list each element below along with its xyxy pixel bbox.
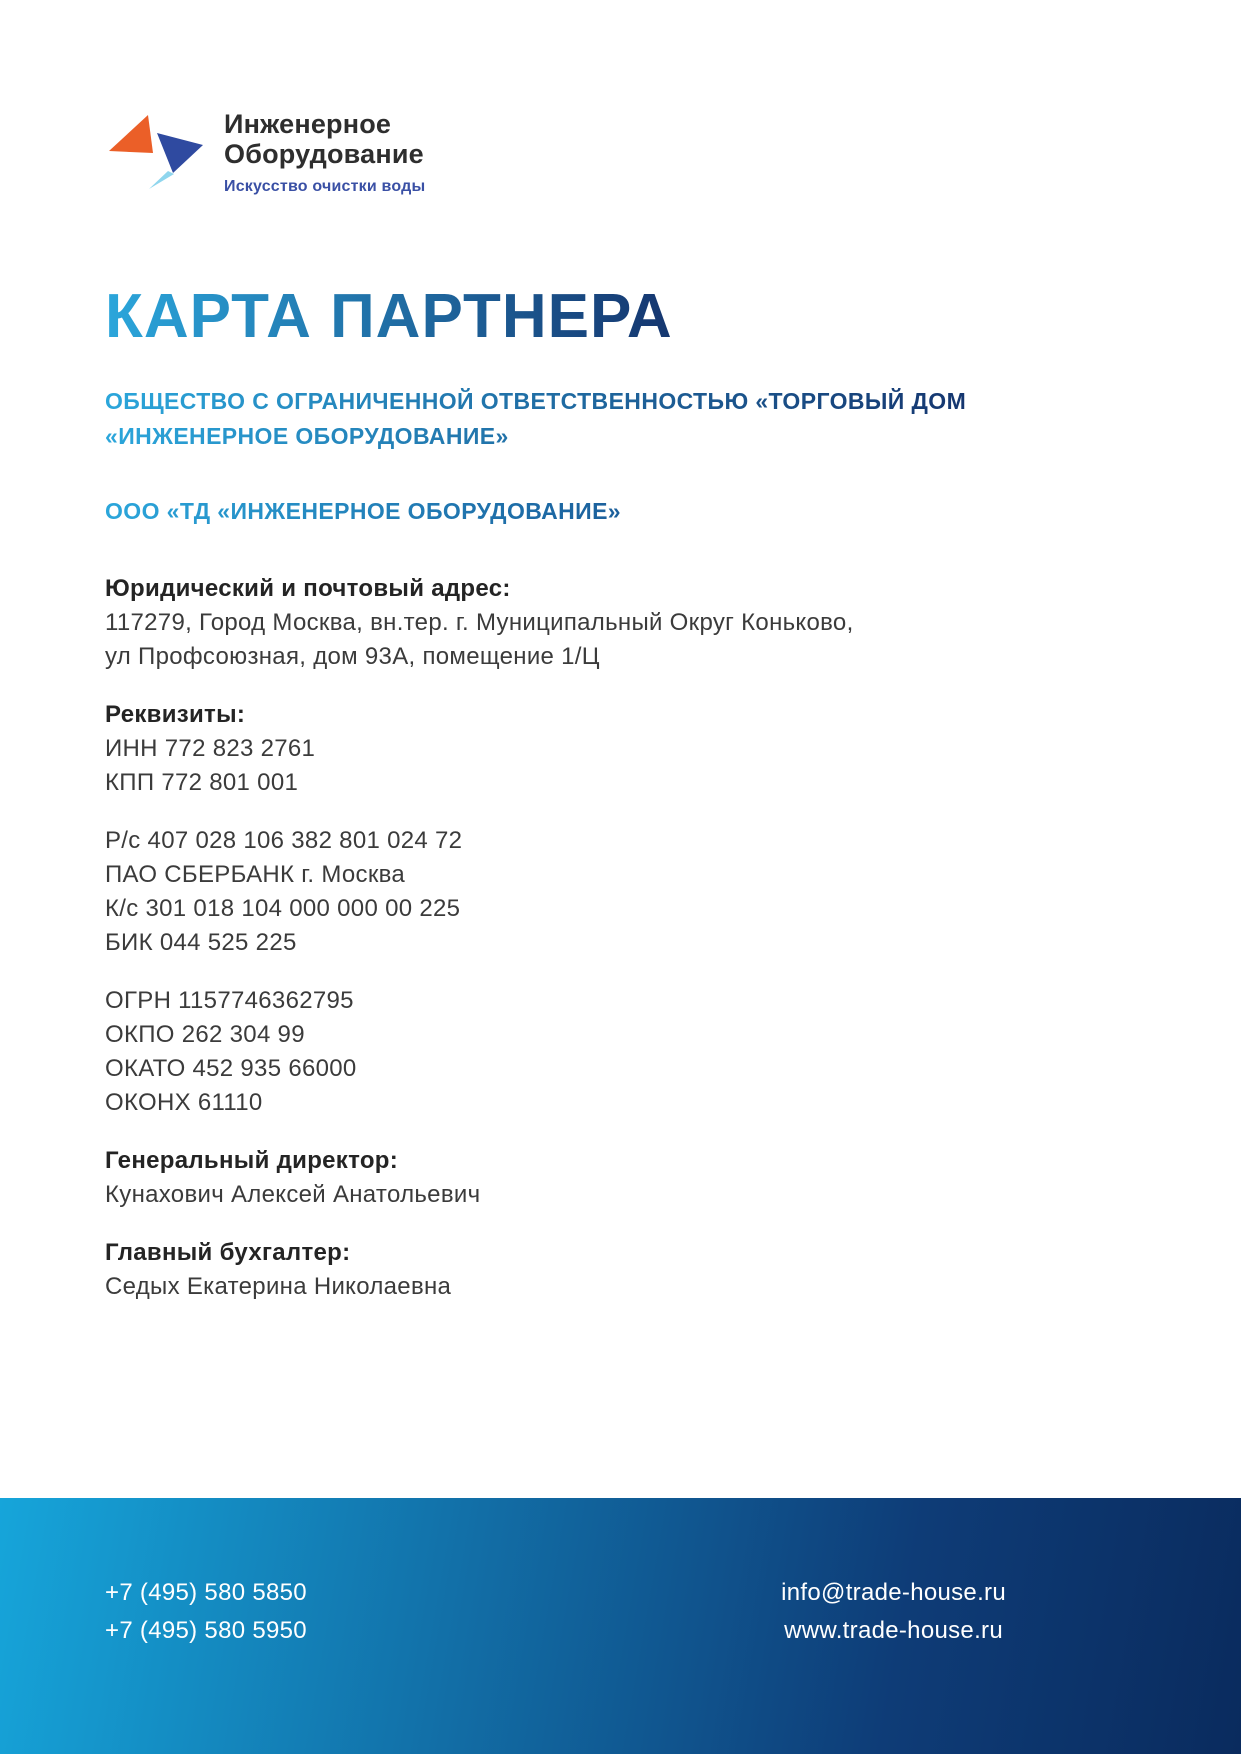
director-name: Кунахович Алексей Анатольевич [105,1181,481,1208]
logo-orange-triangle [109,115,153,153]
address-line-1: 117279, Город Москва, вн.тер. г. Муниципальный Округ Коньково, [105,609,854,636]
logo-mark-icon [105,95,210,195]
footer-email-link[interactable]: info@trade-house.ru [781,1579,1006,1606]
logo-cyan-triangle [149,171,174,189]
logo-tagline: Искусство очистки воды [224,178,426,195]
address-section [105,572,1241,674]
correspondent-account-value: К/с 301 018 104 000 000 00 225 [105,895,461,922]
document-body [105,572,1241,1304]
footer-phone-1: +7 (495) 580 5850 [105,1579,307,1606]
requisites-heading: Реквизиты: [105,701,246,728]
company-full-name-line2: «ИНЖЕНЕРНОЕ ОБОРУДОВАНИЕ» [105,423,509,449]
footer-phones [105,1574,307,1754]
ogrn-value: ОГРН 1157746362795 [105,987,354,1014]
company-logo [105,0,1241,196]
company-full-name [105,384,966,454]
okonh-value: ОКОНХ 61110 [105,1089,263,1116]
logo-blue-triangle [157,133,203,173]
accountant-name: Седых Екатерина Николаевна [105,1273,452,1300]
okato-value: ОКАТО 452 935 66000 [105,1055,357,1082]
address-line-2: ул Профсоюзная, дом 93А, помещение 1/Ц [105,643,600,670]
logo-text-block [224,95,425,196]
page-title: КАРТА ПАРТНЕРА [105,282,673,351]
footer [0,1498,1241,1754]
footer-links [781,1574,1006,1754]
accountant-section [105,1236,1241,1304]
address-heading: Юридический и почтовый адрес: [105,575,511,602]
settlement-account-value: Р/с 407 028 106 382 801 024 72 [105,827,463,854]
logo-company-name [224,109,425,169]
logo-company-name-line2: Оборудование [224,139,424,169]
footer-phone-2: +7 (495) 580 5950 [105,1617,307,1644]
director-section [105,1144,1241,1212]
footer-website-link[interactable]: www.trade-house.ru [784,1617,1003,1644]
kpp-value: КПП 772 801 001 [105,769,299,796]
bik-value: БИК 044 525 225 [105,929,297,956]
bank-name-value: ПАО СБЕРБАНК г. Москва [105,861,406,888]
accountant-heading: Главный бухгалтер: [105,1239,351,1266]
company-full-name-line1: ОБЩЕСТВО С ОГРАНИЧЕННОЙ ОТВЕТСТВЕННОСТЬЮ «ТОРГОВЫЙ ДОМ [105,388,967,414]
inn-value: ИНН 772 823 2761 [105,735,316,762]
bank-details-section [105,824,1241,960]
registration-codes-section [105,984,1241,1120]
requisites-section [105,698,1241,800]
director-heading: Генеральный директор: [105,1147,399,1174]
logo-company-name-line1: Инженерное [224,109,392,139]
company-short-name: ООО «ТД «ИНЖЕНЕРНОЕ ОБОРУДОВАНИЕ» [105,498,621,524]
okpo-value: ОКПО 262 304 99 [105,1021,305,1048]
